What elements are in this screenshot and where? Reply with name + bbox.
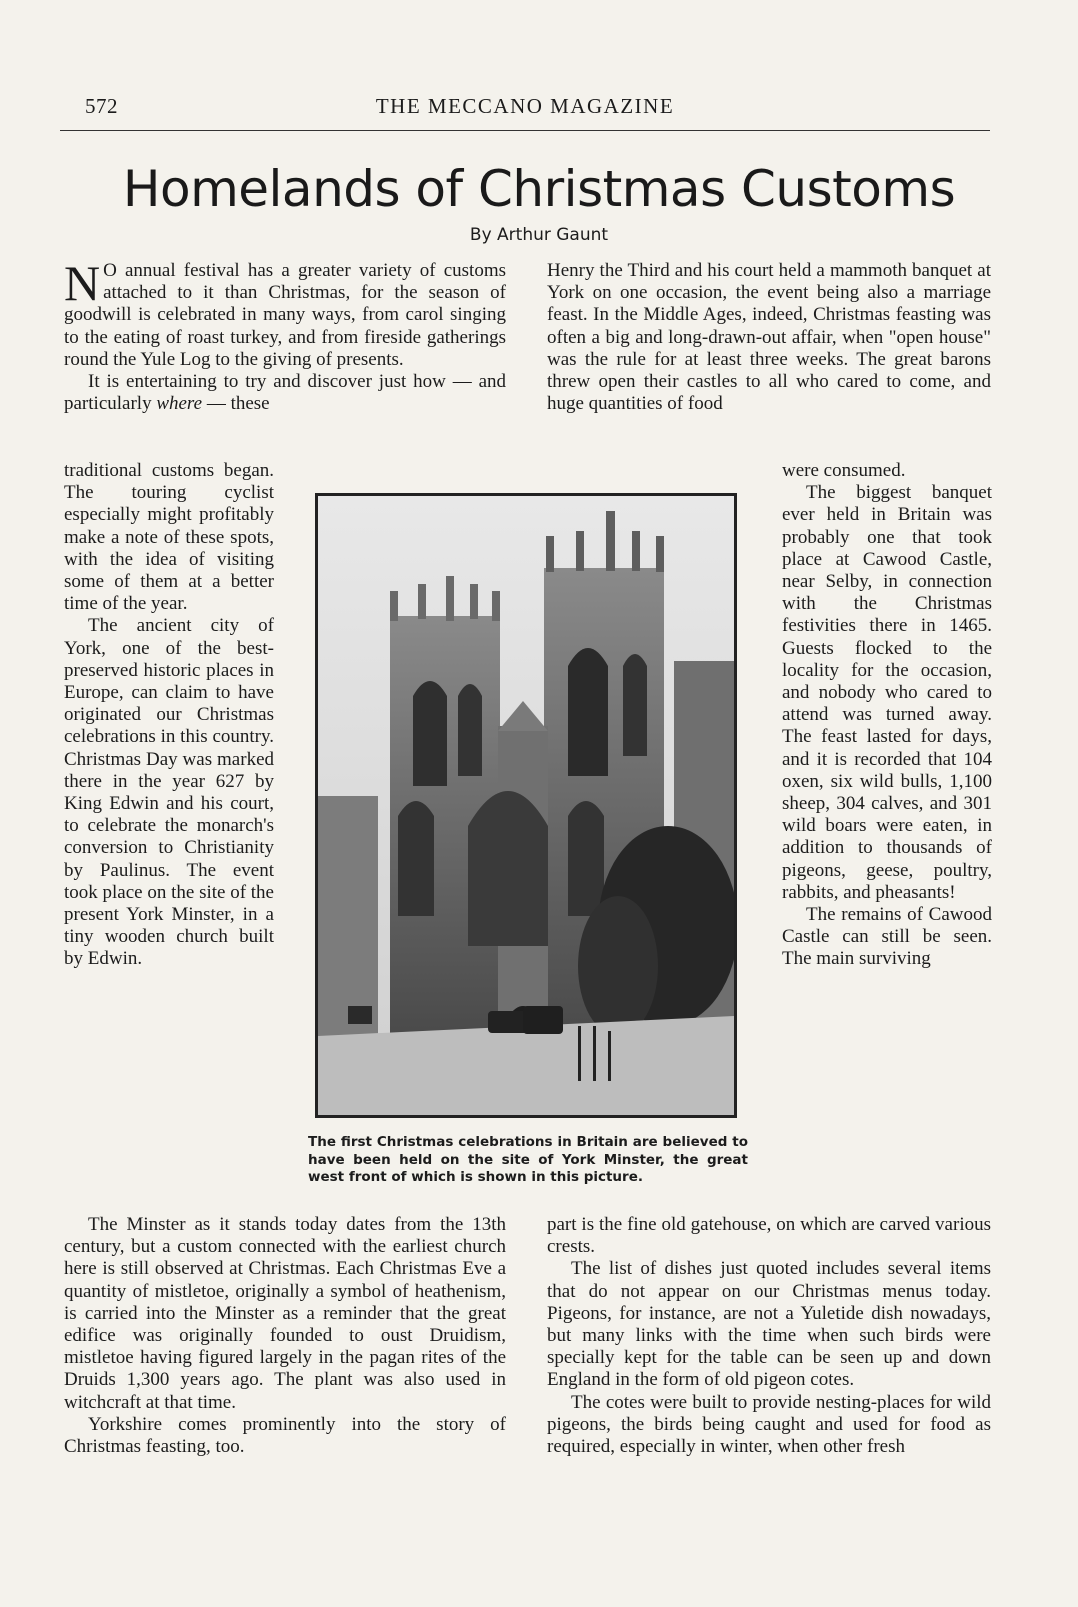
page-number: 572 <box>85 94 118 118</box>
paragraph-york: The ancient city of York, one of the best-preserved historic places in Europe, can claim to have originated our Christmas celebrations in this country. Christmas Day was marked there in the year 627 by King Edwin and his court, to celebrate the monarch's conversion to Christianity by Paulinus. The event took place on the site of the present York Minster, in a tiny wooden church built by Edwin. <box>64 615 274 970</box>
paragraph-cawood: The biggest banquet ever held in Britain was probably one that took place at Cawood Castle, near Selby, in connection with the Christmas festivities there in 1465. Guests flocked to the locality for the occasion, and nobody who cared to attend was turned away. The feast lasted for days, and it is recorded that 104 oxen, six wild bulls, 1,100 sheep, 304 calves, and 301 wild boars were eaten, in addition to thousands of pigeons, geese, poultry, rabbits, and pheasants! <box>782 482 992 903</box>
paragraph-consumed: were consumed. <box>782 460 906 481</box>
paragraph-dishes: The list of dishes just quoted includes several items that do not appear on our Christmas menus today. Pigeons, for instance, are not a Yuletide dish nowadays, but many links with the time when such birds were specially kept for the table can be seen up and down England in the form of old pigeon cotes. <box>547 1258 991 1391</box>
york-minster-illustration <box>318 496 734 1115</box>
paragraph-cotes: The cotes were built to provide nesting-places for wild pigeons, the birds being caught and used for food as required, especially in winter, when other fresh <box>547 1391 991 1458</box>
paragraph-traditional: traditional customs began. The touring cyclist especially might profitably make a note of these spots, with the idea of visiting some of them at a better time of the year. <box>64 460 274 615</box>
york-minster-photo <box>315 493 737 1118</box>
page-header <box>60 94 990 131</box>
left-column-top <box>64 255 506 415</box>
paragraph-where: It is entertaining to try and discover just how — and particularly where — these <box>64 371 506 415</box>
paragraph-minster: The Minster as it stands today dates from the 13th century, but a custom connected with the earliest church here is still observed at Christmas. Each Christmas Eve a quantity of mistletoe, originally a symbol of heathenism, is carried into the Minster as a reminder that the great edifice was originally founded to oust Druidism, mistletoe having figured largely in the pagan rites of the Druids 1,300 years ago. The plant was also used in witchcraft at that time. <box>64 1214 506 1413</box>
left-column-bottom <box>64 1214 506 1458</box>
paragraph-remains: The remains of Cawood Castle can still be seen. The main surviving <box>782 904 992 970</box>
right-column-top <box>547 260 991 415</box>
right-column-narrow <box>782 460 992 971</box>
article-title: Homelands of Christmas Customs <box>122 160 956 218</box>
paragraph-intro: N O annual festival has a greater variety of customs attached to it than Christmas, for the season of goodwill is celebrated in many ways, from carol singing to the eating of roast turkey, and from fireside gatherings round the Yule Log to the giving of presents. <box>64 255 506 370</box>
left-column-narrow <box>64 460 274 971</box>
paragraph-gatehouse: part is the fine old gatehouse, on which are carved various crests. <box>547 1214 991 1258</box>
italic-where: where <box>156 393 203 415</box>
paragraph-yorkshire: Yorkshire comes prominently into the story of Christmas feasting, too. <box>64 1413 506 1458</box>
magazine-title: THE MECCANO MAGAZINE <box>375 94 675 118</box>
paragraph-henry: Henry the Third and his court held a mammoth banquet at York on one occasion, the event being also a marriage feast. In the Middle Ages, indeed, Christmas feasting was often a big and long-drawn-out affair, when "open house" was the rule for at least three weeks. The great barons threw open their castles to all who cared to come, and huge quantities of food <box>547 260 991 415</box>
photo-caption: The first Christmas celebrations in Britain are believed to have been held on the site of York Minster, the great west front of which is shown in this picture. <box>308 1134 748 1185</box>
drop-cap: N <box>64 255 101 311</box>
article-byline: By Arthur Gaunt <box>469 225 609 245</box>
right-column-bottom <box>547 1214 991 1458</box>
